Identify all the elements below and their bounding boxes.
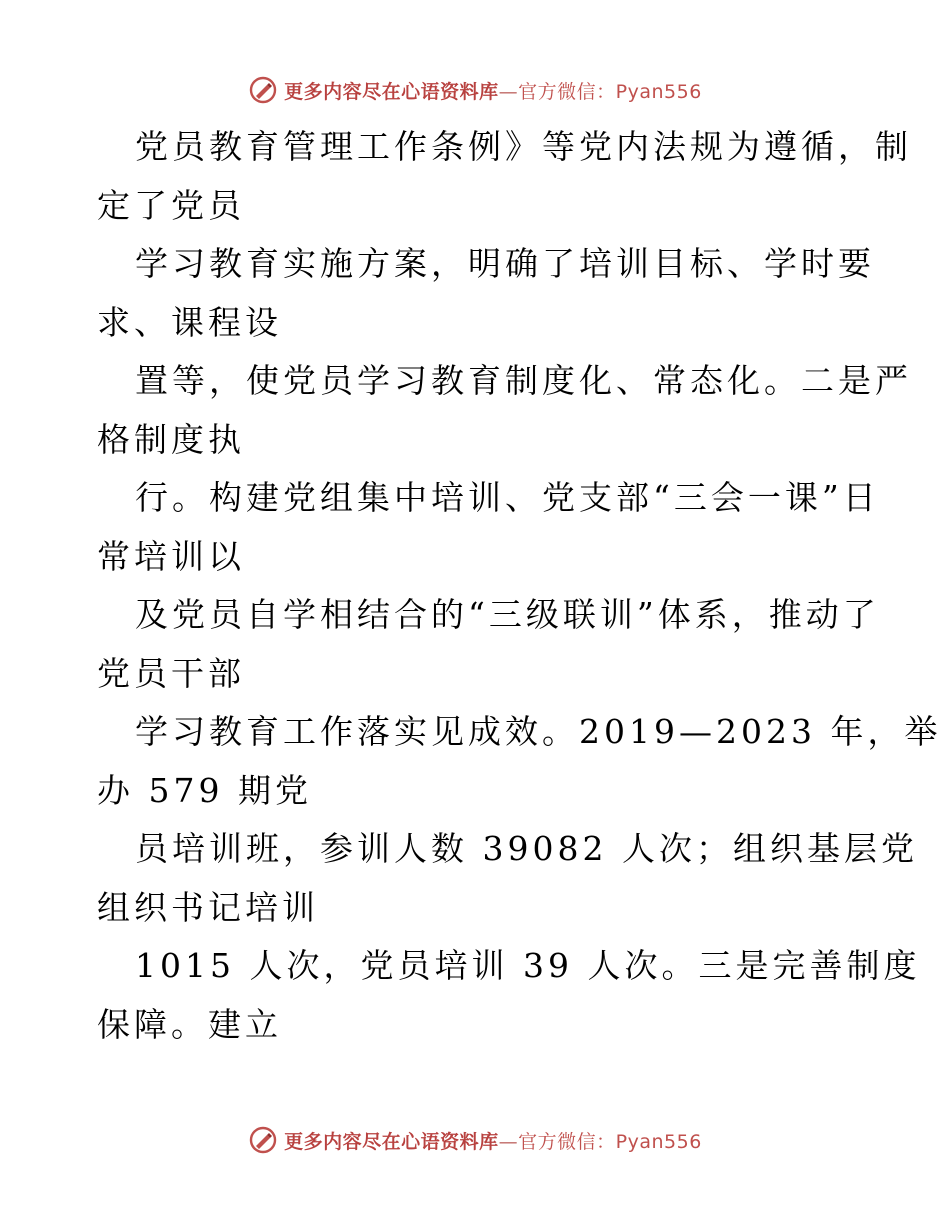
text-line: 组织书记培训 xyxy=(97,887,319,927)
header-watermark xyxy=(0,73,950,107)
text-line: 置等，使党员学习教育制度化、常态化。二是严 xyxy=(135,361,912,400)
text-line: 党员教育管理工作条例》等党内法规为遵循，制 xyxy=(135,127,912,166)
watermark-separator: — xyxy=(498,1130,519,1153)
pen-circle-logo-icon xyxy=(248,1125,278,1155)
text-line: 员培训班，参训人数 39082 人次；组织基层党 xyxy=(135,829,918,868)
text-line: 办 579 期党 xyxy=(97,770,312,810)
text-line: 1015 人次，党员培训 39 人次。三是完善制度 xyxy=(135,946,921,985)
watermark-contact: 官方微信：Pyan556 xyxy=(518,80,702,103)
text-line: 党员干部 xyxy=(97,653,245,693)
footer-watermark xyxy=(0,1123,950,1157)
pen-circle-logo-icon xyxy=(248,75,278,105)
watermark-brand: 更多内容尽在心语资料库 xyxy=(284,1130,499,1153)
text-line: 保障。建立 xyxy=(97,1004,282,1044)
text-line: 求、课程设 xyxy=(97,302,282,342)
text-line: 常培训以 xyxy=(97,536,245,576)
watermark-brand: 更多内容尽在心语资料库 xyxy=(284,80,499,103)
watermark-separator: — xyxy=(498,80,519,103)
text-line: 学习教育工作落实见成效。2019—2023 年，举 xyxy=(135,712,942,751)
text-line: 定了党员 xyxy=(97,185,245,225)
watermark-contact: 官方微信：Pyan556 xyxy=(518,1130,702,1153)
watermark-text xyxy=(284,1127,702,1154)
text-line: 及党员自学相结合的“三级联训”体系，推动了 xyxy=(135,595,880,634)
watermark-text xyxy=(284,77,702,104)
text-line: 学习教育实施方案，明确了培训目标、学时要 xyxy=(135,244,875,283)
document-body xyxy=(97,118,942,1054)
text-line: 格制度执 xyxy=(97,419,245,459)
text-line: 行。构建党组集中培训、党支部“三会一课”日 xyxy=(135,478,880,517)
